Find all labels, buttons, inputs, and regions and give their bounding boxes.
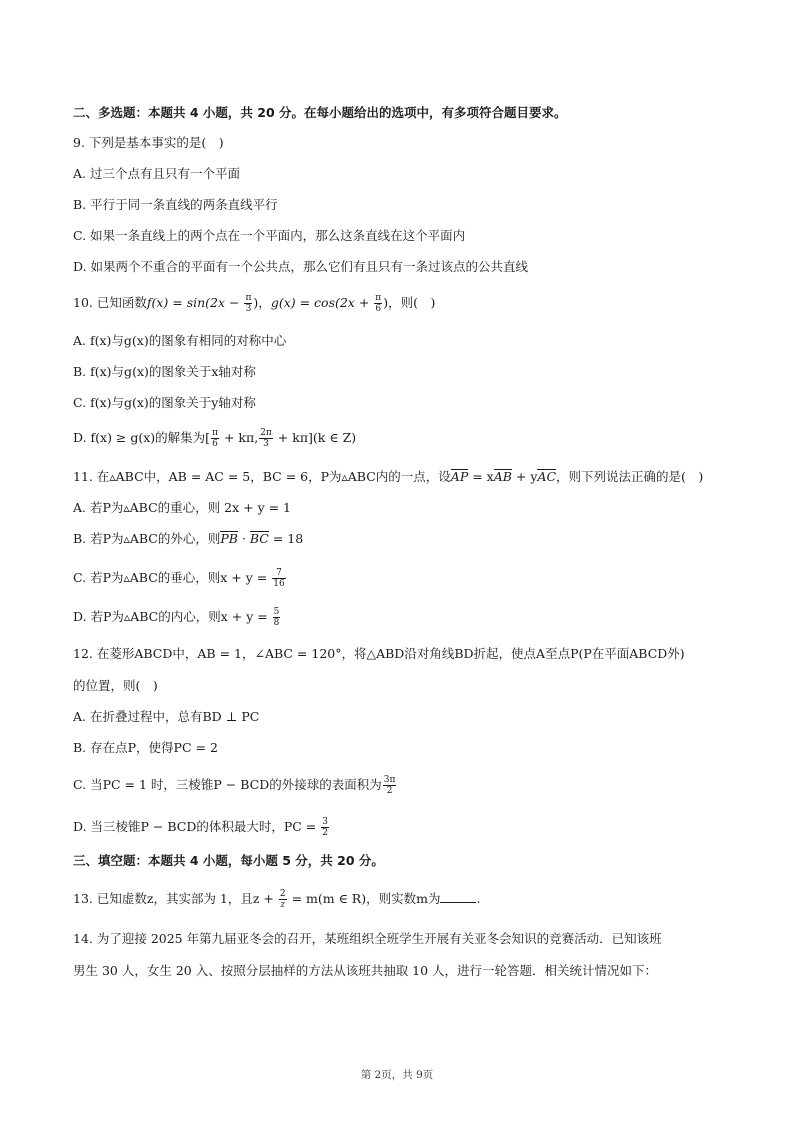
- fraction-7-over-16: $\frac{7}{16}$: [273, 568, 285, 589]
- vector-ab: AB: [493, 469, 512, 484]
- question-12-option-b: B. 存在点P，使得PC = 2: [73, 740, 218, 755]
- question-10-option-c: C. f(x)与g(x)的图象关于y轴对称: [73, 395, 256, 410]
- vector-ac: AC: [537, 469, 557, 484]
- vector-pb: PB: [220, 531, 238, 546]
- question-10-option-a: A. f(x)与g(x)的图象有相同的对称中心: [73, 333, 287, 348]
- question-12-option-a: A. 在折叠过程中，总有BD ⊥ PC: [73, 709, 260, 724]
- page-footer: 第 2页，共 9页: [360, 1069, 434, 1081]
- q10-pre: 10. 已知函数: [73, 295, 147, 310]
- question-13-stem: 13. 已知虚数z，其实部为 1，且z + $\frac{2}{z}$ = m(m ∈ R)，则实数m为 .: [73, 889, 481, 910]
- fraction-3pi-over-2: $\frac{3\pi}{2}$: [383, 775, 396, 796]
- fraction-pi-over-6-d: $\frac{\pi}{6}$: [212, 428, 218, 449]
- question-12-option-d: D. 当三棱锥P − BCD的体积最大时，PC = $\frac{3}{2}$: [73, 817, 328, 838]
- fraction-5-over-8: $\frac{5}{8}$: [273, 607, 280, 628]
- fraction-2-over-z: $\frac{2}{z}$: [279, 889, 286, 910]
- q10-f-def: f(x) = sin(2x −: [146, 295, 244, 310]
- question-11-option-c: C. 若P为▵ABC的垂心，则x + y = $\frac{7}{16}$: [73, 568, 285, 589]
- question-10-stem: 10. 已知函数f(x) = sin(2x − $\frac{\pi}{3}$ )，g(x) = cos(2x + $\frac{\pi}{6}$ )，则( ): [73, 293, 436, 314]
- fraction-pi-over-3: $\frac{\pi}{3}$: [245, 293, 252, 314]
- question-9-stem: 9. 下列是基本事实的是( ): [73, 135, 224, 150]
- q10-g-def: g(x) = cos(2x +: [270, 295, 374, 310]
- vector-ap: AP: [450, 469, 469, 484]
- question-9-option-b: B. 平行于同一条直线的两条直线平行: [73, 197, 278, 212]
- fraction-3-over-2: $\frac{3}{2}$: [322, 817, 328, 838]
- question-9-option-d: D. 如果两个不重合的平面有一个公共点，那么它们有且只有一条过该点的公共直线: [73, 259, 529, 274]
- question-11-option-d: D. 若P为▵ABC的内心，则x + y = $\frac{5}{8}$: [73, 607, 280, 628]
- question-9-option-a: A. 过三个点有且只有一个平面: [73, 166, 240, 181]
- fraction-pi-over-6: $\frac{\pi}{6}$: [375, 293, 382, 314]
- question-11-option-b: B. 若P为▵ABC的外心，则PB · BC = 18: [73, 531, 304, 546]
- section-heading-fill-in: 三、填空题：本题共 4 小题，每小题 5 分，共 20 分。: [73, 853, 384, 868]
- question-11-option-a: A. 若P为▵ABC的重心，则 2x + y = 1: [73, 500, 291, 515]
- section-heading-multiple-choice: 二、多选题：本题共 4 小题，共 20 分。在每小题给出的选项中，有多项符合题目要求。: [73, 105, 567, 120]
- question-10-option-d: D. f(x) ≥ g(x)的解集为[ $\frac{\pi}{6}$ + kπ, $\frac{2\pi}{3}$ + kπ](k ∈ Z): [73, 428, 357, 449]
- question-12-stem-line2: 的位置，则( ): [73, 678, 158, 693]
- question-12-stem-line1: 12. 在菱形ABCD中，AB = 1，∠ABC = 120°，将△ABD沿对角线BD折起，使点A至点P(P在平面ABCD外): [73, 646, 685, 661]
- question-11-stem: 11. 在▵ABC中，AB = AC = 5，BC = 6，P为▵ABC内的一点，设AP = xAB + yAC，则下列说法正确的是( ): [73, 469, 704, 484]
- question-12-option-c: C. 当PC = 1 时，三棱锥P − BCD的外接球的表面积为 $\frac{3\pi}{2}$: [73, 775, 396, 796]
- answer-blank[interactable]: [440, 890, 476, 903]
- question-10-option-b: B. f(x)与g(x)的图象关于x轴对称: [73, 364, 256, 379]
- question-14-stem-line2: 男生 30 人，女生 20 入、按照分层抽样的方法从该班共抽取 10 人，进行一轮答题．相关统计情况如下：: [73, 963, 658, 978]
- question-14-stem-line1: 14. 为了迎接 2025 年第九届亚冬会的召开，某班组织全班学生开展有关亚冬会知识的竞赛活动．已知该班: [73, 931, 662, 946]
- question-9-option-c: C. 如果一条直线上的两个点在一个平面内，那么这条直线在这个平面内: [73, 228, 466, 243]
- fraction-2pi-over-3: $\frac{2\pi}{3}$: [260, 428, 272, 449]
- vector-bc: BC: [249, 531, 269, 546]
